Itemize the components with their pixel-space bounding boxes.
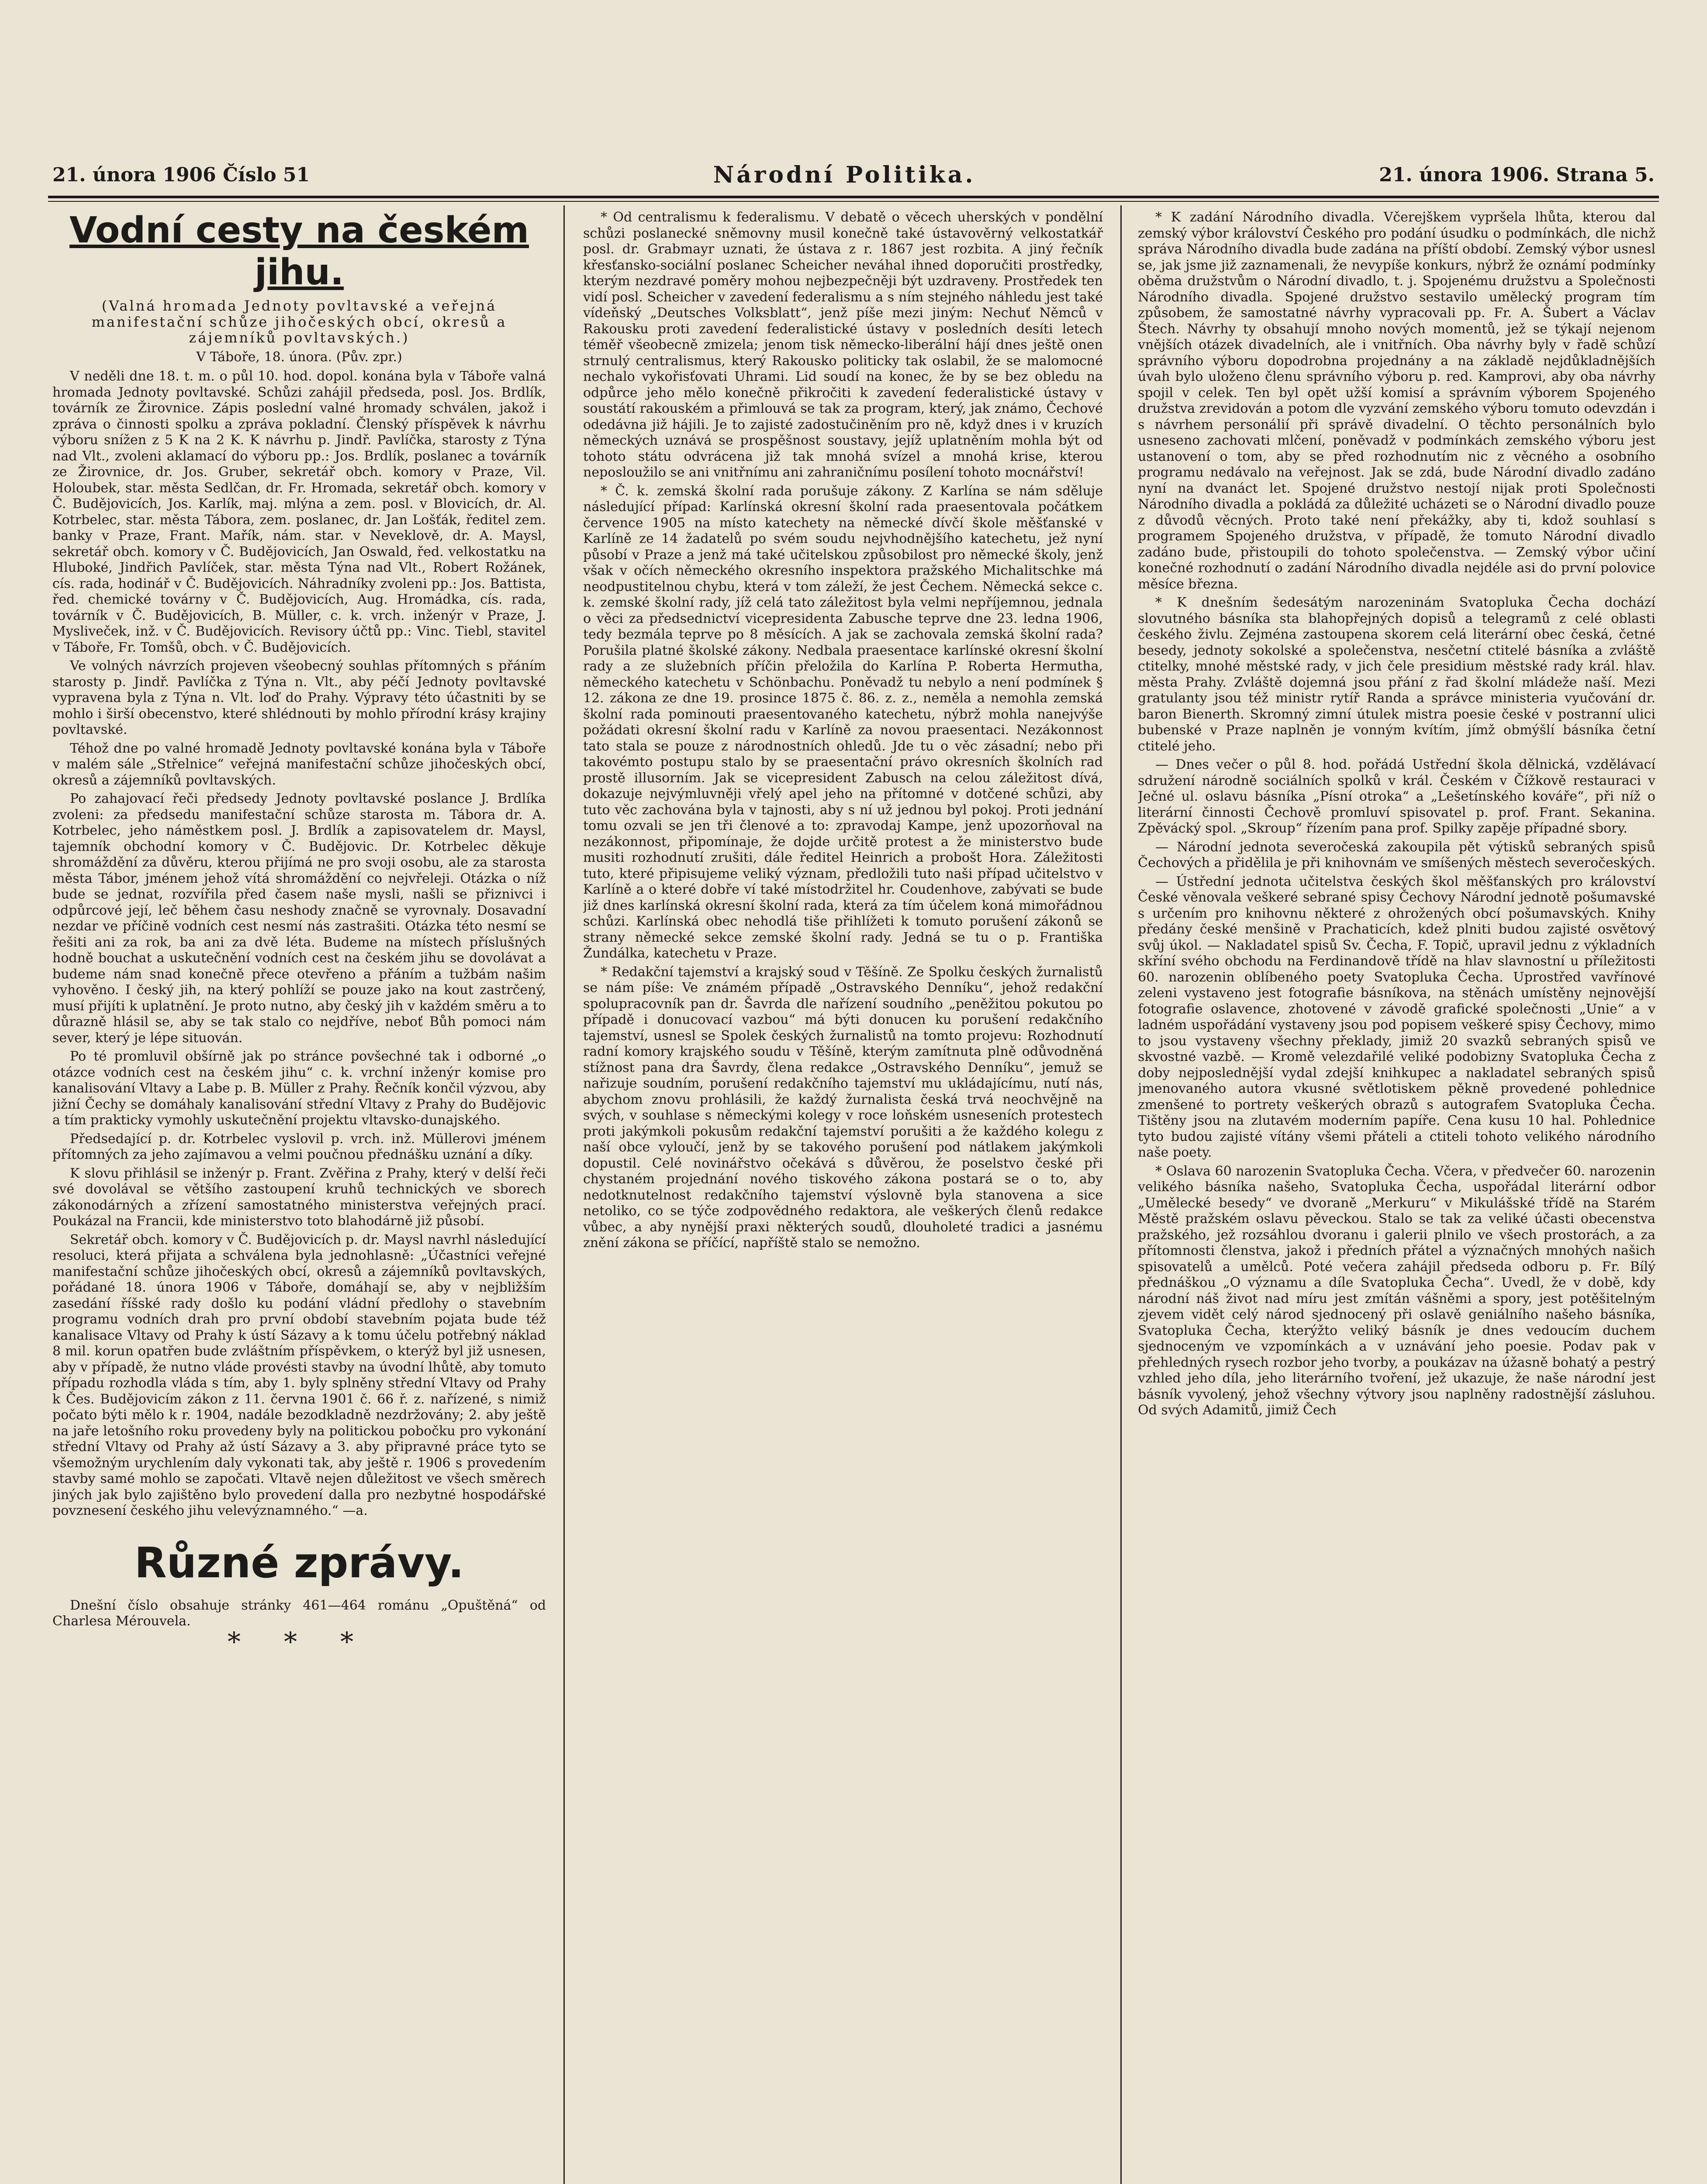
column-3: [1138, 210, 1655, 2184]
column-1: [52, 210, 546, 2184]
section-note: Dnešní číslo obsahuje stránky 461—464 románu „Opuštěná“ od Charlesa Mérouvela.: [52, 1597, 546, 1629]
article-paragraph: Po té promluvil obšírně jak po stránce povšechné tak i odborné „o otázce vodních cest na českém jihu“ c. k. vrchní inženýr komise pro kanalisování Vltavy a Labe p. B. Müller z Prahy. Řečník končil výzvou, aby jižní Čechy se domáhaly kanalisování střední Vltavy z Prahy do Budějovic a tím prakticky vymohly uskutečnění projektu vltavsko-dunajského.: [52, 1049, 546, 1128]
article-paragraph: Ve volných návrzích projeven všeobecný souhlas přítomných s přáním starosty p. Jindř. Pavlíčka z Týna n. Vlt., aby péčí Jednoty povltavské vypravena byla z Týna n. Vlt. loď do Prahy. Výpravy této účastniti by se mohlo i širší obecenstvo, které shlédnouti by mohlo přírodní krásy krajiny povltavské.: [52, 658, 546, 737]
header-rule: [48, 196, 1659, 198]
article-paragraph: K slovu přihlásil se inženýr p. Frant. Zvěřina z Prahy, který v delší řeči své dovolával se většího zastoupení kruhů technických ve sborech zákonodárných a zřízení samostatného ministerstva veřejných prací. Poukázal na Francii, kde ministerstvo toto blahodárně již působí.: [52, 1165, 546, 1229]
news-item: * Oslava 60 narozenin Svatopluka Čecha. Včera, v předvečer 60. narozenin velikého básníka našeho, Svatopluka Čecha, uspořádal literární odbor „Umělecké besedy“ ve dvoraně „Merkuru“ v Mikulášské třídě na Starém Městě pražském oslavu pěveckou. Stalo se tak za veliké účasti obecenstva pražského, jež rozsáhlou dvoranu i galerii plnilo ve všech prostorách, a za přítomnosti členstva, jakož i předních přátel a význačných mnohých našich spisovatelů a umělců. Poté večera zahájil předseda odboru p. Fr. Bílý přednáškou „O významu a díle Svatopluka Čecha“. Uvedl, že v době, kdy národní náš život nad míru jest zmítán vášněmi a spory, jest potěšitelným zjevem vidět celý národ sjednocený při oslavě geniálního našeho básníka, Svatopluka Čecha, kterýžto veliký básník je dnes vedoucím duchem sjednoceným ve vzpomínkách a v uznávání jeho poesie. Podav pak v přehledných rysech rozbor jeho tvorby, a poukázav na úžasně bohatý a pestrý vzhled jeho díla, jeho literárního tvoření, jež ukazuje, že naše národní jest básník vyvolený, jehož všechny výtvory jsou naplněny radostnější zásluhou. Od svých Adamitů, jimiž Čech: [1138, 1163, 1655, 1418]
section-stars: * * *: [227, 1626, 371, 1657]
article-paragraph: Téhož dne po valné hromadě Jednoty povltavské konána byla v Táboře v malém sále „Střelnice“ veřejná manifestační schůze jihočeských obcí, okresů a zájemníků povltavských.: [52, 740, 546, 788]
news-item: * Redakční tajemství a krajský soud v Těšíně. Ze Spolku českých žurnalistů se nám píše: Ve známém případě „Ostravského Denníku“, jehož redakční spolupracovník pan dr. Šavrda dle nařízení soudního „peněžitou pokutou po případě i donucovací vazbou“ má býti donucen ku porušení redakčního tajemství, usnesl se Spolek českých žurnalistů na tomto projevu: Rozhodnutí radní komory krajského soudu v Těšíně, kterým zamítnuta plně odůvodněná stížnost pana dra Šavrdy, člena redakce „Ostravského Denníku“, jemuž se nařizuje soudním, porušení redakčního tajemství mu ukládajícímu, nutí nás, abychom znovu prohlásili, že každý žurnalista česká trvá neochvějně na svých, v souhlase s německými kolegy v roce loňském usneseních protestech proti jakýmkoli pokusům redakční tajemství porušiti a že každého kolegu z naší obce vyloučí, jenž by se takového porušení pod nátlakem jakýmkoli dopustil. Celé novinářstvo očekává s důvěrou, že poselstvo české při chystaném projednání nového tiskového zákona postará se o to, aby nedotknutelnost redakčního tajemství výslovně byla stanovena a sice netoliko, co se týče zodpovědného redaktora, ale veškerých členů redakce vůbec, a aby nynější praxi některých soudů, dlouholeté tradici a jasnému znění zákona se příčící, napříště stalo se nemožno.: [583, 964, 1103, 1251]
section-title: Různé zprávy.: [134, 1538, 464, 1587]
news-item: * Od centralismu k federalismu. V debatě o věcech uherských v pondělní schůzi poslanecké sněmovny musil konečně také ústavověrný velkostatkář posl. dr. Grabmayr uznati, že ústava z r. 1867 jest rozbita. A jiný řečník křesťansko-sociální poslanec Scheicher neváhal ihned doporučiti prostředky, kterým nezdravé poměry mohou nejbezpečněji být uzdraveny. Prostředek ten vidí posl. Scheicher v zavedení federalismu a s ním stejného náhledu jest také vídeňský „Deutsches Volksblatt“, jenž píše mezi jiným: Nechuť Němců v Rakousku proti zavedení federalistické ústavy v posledních desíti letech téměř všeobecně zmizela; jenom tisk německo-liberální hájí dnes ještě onen strnulý centralismus, který Rakousko politicky tak oslabil, že se malomocné nechalo vykořisťovati Uhrami. Lid soudí na konec, že by se bez obledu na odpůrce jeho mělo konečně přikročiti k zavedení federalistické ústavy v soustátí rakouském a přimlouvá se tak za program, který, jak známo, Čechové odedávna již hájili. Je to zajisté zadostučiněním pro ně, když dnes i v kruzích německých uznává se prospěšnost soustavy, jejíž uplatněním mohla být od tohoto státu odvrácena již tak mnohá svízel a mnohá krise, kterou neposloužilo se ani vnitřnímu ani zahraničnímu posílení tohoto mocnářství!: [583, 210, 1103, 480]
article-paragraph: V neděli dne 18. t. m. o půl 10. hod. dopol. konána byla v Táboře valná hromada Jednoty povltavské. Schůzi zahájil předseda, posl. Jos. Brdlík, továrník ze Žirovnice. Zápis poslední valné hromady schválen, jakož i zpráva o činnosti spolku a zpráva pokladní. Členský příspěvek k návrhu výboru snížen z 5 K na 2 K. K návrhu p. Jindř. Pavlíčka, starosty z Týna nad Vlt., zvoleni aklamací do výboru pp.: Jos. Brdlík, poslanec a továrník ze Žirovnice, dr. Jos. Gruber, sekretář obch. komory v Praze, Vil. Holoubek, star. města Sedlčan, dr. Fr. Hromada, sekretář obch. komory v Č. Budějovicích, Jos. Karlík, maj. mlýna a zem. posl. v Blovicích, dr. Al. Kotrbelec, star. města Tábora, zem. poslanec, dr. Jan Lošťák, ředitel zem. banky v Praze, Frant. Mařík, nám. star. v Neveklově, dr. A. Maysl, sekretář obch. komory v Č. Budějovicích, Jan Oswald, řed. velkostatku na Hluboké, Jindřich Pavlíček, star. města Týna nad Vlt., Robert Rožánek, cís. rada, hodinář v Č. Budějovicích. Náhradníky zvoleni pp.: Jos. Battista, řed. chemické továrny v Č. Budějovicích, Aug. Hromádka, cís. rada, továrník v Č. Budějovicích, B. Müller, c. k. vrch. inženýr v Praze, J. Mysliveček, inž. v Č. Budějovicích. Revisory účtů pp.: Vinc. Tiebl, stavitel v Táboře, Fr. Tomšů, obch. v Č. Budějovicích.: [52, 369, 546, 655]
column-divider: [563, 205, 565, 2184]
news-item: — Národní jednota severočeská zakoupila pět výtisků sebraných spisů Čechových a přidělila je při knihovnám ve smíšených městech severočeských.: [1138, 839, 1655, 871]
article-title: Vodní cesty na českém jihu.: [69, 210, 529, 293]
article-paragraph: Předsedající p. dr. Kotrbelec vyslovil p. vrch. inž. Müllerovi jménem přítomných za jeho zajímavou a velmi poučnou přednášku uznání a díky.: [52, 1131, 546, 1162]
header-date-issue: 21. února 1906 Číslo 51: [52, 163, 310, 186]
news-item: — Ústřední jednota učitelstva českých škol měšťanských pro království České věnovala veškeré sebrané spisy Čechovy Národní jednotě pošumavské s určením pro knihovnu některé z ohrožených obcí pošumavských. Knihy předány české menšině v Prachaticích, kdež plniti budou zajisté osvětový svůj úkol. — Nakladatel spisů Sv. Čecha, F. Topič, upravil jednu z výkladních skříní svého obchodu na Ferdinandově třídě na hlav slavnostní u příležitosti 60. narozenin oblíbeného poety Svatopluka Čecha. Uprostřed vavřínové zeleni vystaveno jest fotografie básníkova, na stěnách umístěny nejnovější fotografie oslavence, zhotovené v závodě grafické společnosti „Unie“ a v ladném uspořádání vystaveny jsou pod popisem veškeré spisy Čechovy, mimo to jsou vystaveny všechny překlady, jimiž 20 svazků sebraných spisů ve skvostné vazbě. — Kromě velezdařilé veliké podobizny Svatopluka Čecha z doby nejposlednější vydal zdejší knihkupec a nakladatel sebraných spisů jmenovaného autora vkusné světlotiskem pěkně provedené pohlednice zmenšené to portrety veškerých obrazů s autografem Svatopluka Čecha. Tištěny jsou na zlutavém moderním papíře. Cena kusu 10 hal. Pohlednice tyto budou zajisté vítány všemi přáteli a ctiteli tohoto velikého národního naše poety.: [1138, 874, 1655, 1160]
article-paragraph: Sekretář obch. komory v Č. Budějovicích p. dr. Maysl navrhl následující resoluci, která přijata a schválena byla jednohlasně: „Účastníci veřejné manifestační schůze jihočeských obcí, okresů a zájemníků povltavských, pořádané 18. února 1906 v Táboře, domáhají se, aby v nejbližším zasedání říšské rady došlo ku podání vládní předlohy o stavebním programu vodních drah pro první období stavebním pojata bude též kanalisace Vltavy od Prahy k ústí Sázavy a k tomu účelu potřebný náklad 8 mil. korun opatřen bude zvláštním příspěvkem, o kterýž byl již usnesen, aby v případě, že nutno vláde provésti stavby na úvodní lhůtě, aby tomuto případu rozhodla vláda s tím, aby 1. byly splněny střední Vltavy od Prahy k Čes. Budějovicím zákon z 11. června 1901 č. 66 ř. z. nařízené, s nimiž počato býti mělo k r. 1904, nadále bezodkladně nezdržovány; 2. aby ještě na jaře letošního roku provedeny byly na politickou pobočku pro vykonání střední Vltavy od Prahy až ústí Sázavy a 3. aby připravné práce tyto se všemožným urychlením daly vykonati tak, aby ještě r. 1906 s provedením stavby samé mohlo se započati. Vltavě nejen důležitost ve všech směrech jiných jak bylo zajištěno bylo provedení dalla pro nezbytné hospodářské povznesení českého jihu velevýznamného.“ —a.: [52, 1232, 546, 1518]
article-dateline: V Táboře, 18. února. (Pův. zpr.): [196, 349, 402, 365]
column-2: [583, 210, 1103, 2184]
masthead-title: Národní Politika.: [713, 161, 976, 188]
column-divider: [1120, 205, 1122, 2184]
header-date-page: 21. února 1906. Strana 5.: [1379, 163, 1655, 186]
article-subtitle: (Valná hromada Jednoty povltavské a veřejná manifestační schůze jihočeských obcí, okresů a zájemníků povltavských.): [91, 297, 507, 346]
header-rule-thin: [48, 201, 1659, 202]
news-item: * K dnešním šedesátým narozeninám Svatopluka Čecha dochází slovutného básníka sta blahopřejných dopisů a telegramů z celé oblasti českého živlu. Zejména zastoupena skorem celá literární obec česká, četné besedy, jednoty sokolské a společenstva, nesčetní ctitelé básníka a zvláště ctitelky, mnohé městské rady, v jich čele presidium městské rady král. hlav. města Prahy. Zvláště dojemná jsou přání z řad školní mládeže naší. Mezi gratulanty jsou též ministr rytíř Randa a správce ministeria vyučování dr. baron Bienerth. Skromný zimní útulek mistra poesie české v postranní ulici bubenské v Praze naplněn je vonným kvítím, jímž obmýšlí básníka četní ctitelé jeho.: [1138, 595, 1655, 754]
article-paragraph: Po zahajovací řeči předsedy Jednoty povltavské poslance J. Brdlíka zvoleni: za předsedu manifestační schůze starosta m. Tábora dr. A. Kotrbelec, jeho náměstkem posl. J. Brdlík a zapisovatelem dr. Maysl, tajemník obchodní komory v Č. Budějovic. Dr. Kotrbelec děkuje shromáždění za důvěru, kterou přijímá ne pro svoji osobu, ale za starosta města Tábor, jménem jehož vítá shromáždění co nejvřeleji. Otázka o níž bude se jednat, rozvířila před časem naše mysli, našli se přiznivci i odpůrcové její, leč během času neshody značně se vyrovnaly. Dosavadní nezdar ve příčině vodních cest nesmí nás zastrašiti. Otázka této nesmí se řešiti ani za rok, ba ani za dvě léta. Budeme na místech příslušných hodně bouchat a uskutečnění vodních cest na českém jihu se dovolávat a budeme nám snad konečně přece otevřeno a přáním a tužbám našim vyhověno. I český jih, na který pohlíží se pouze jako na kout zastrčený, musí přijíti k uplatnění. Je proto nutno, aby český jih v každém směru a to důrazně hlásil se, aby se tak stalo co nejdříve, neboť Bůh pomoci nám sever, který je lépe situován.: [52, 791, 546, 1046]
page-header: [52, 157, 1655, 192]
news-item: * Č. k. zemská školní rada porušuje zákony. Z Karlína se nám sděluje následující případ: Karlínská okresní školní rada praesentovala počátkem července 1905 na místo katechety na německé dívčí škole měšťanské v Karlíně ze 14 žadatelů po svém soudu nejvhodnějšího katechetu, jež nyní působí v Praze a jenž má také učitelskou způsobilost pro německé školy, jenž však v očích německého okresního inspektora pražského Michalitschke má neodpustitelnou chybu, která v tom záleží, že jest Čechem. Německá sekce c. k. zemské školní rady, jíž celá tato záležitost byla velmi nepříjemnou, jednala o věci za předsednictví vicepresidenta Zabusche teprve dne 23. ledna 1906, tedy bezmála teprve po 8 měsících. A jak se zachovala zemská školní rada? Porušila platné školské zákony. Nedbala praesentace karlínské okresní školní rady a ze služebních příčin přeložila do Karlína P. Roberta Hermutha, německého katechetu v Schönbachu. Poněvadž tu nebylo a není podmínek § 12. zákona ze dne 19. prosince 1875 č. 86. z. z., neměla a nemohla zemská školní rada pominouti praesentovaného katechetu, nýbrž mohla nanejvýše požádati okresní školní radu v Karlíně za novou praesentaci. Nezákonnost tato stala se pouze z národnostních ohledů. Jde tu o věc zásadní; nebo při takovémto postupu stalo by se praesentační právo okresních školních rad prostě illusorním. Jak se vicepresident Zabusch na celou záležitost dívá, dokazuje nejvýmluvněji vřelý apel jeho na přítomné v dotčené schůzi, aby tuto věc zachována byla v tajnosti, aby s ní už jednou byl pokoj. Proti jednání tomu ozvali se jen tři členové a to: zpravodaj Kampe, jenž upozorňoval na nezákonnost, připomínaje, že dojde určitě protest a že ministerstvo bude musiti rozhodnutí zrušiti, dále ředitel Heinrich a probošt Hora. Záležitosti tuto, které připisujeme veliký význam, předložili tuto naši případ učitelstvo v Karlíně a o které dobře ví také místodržitel hr. Coudenhove, zabývati se bude již dnes karlínská okresní školní rada, která za tím účelem koná mimořádnou schůzi. Karlínská obec nehodlá tiše přihlížeti k tomuto porušení zákonů se strany německé sekce zemské školní rady. Jedná se tu o p. Františka Žundálka, katechetu v Praze.: [583, 483, 1103, 961]
news-item: — Dnes večer o půl 8. hod. pořádá Ustřední škola dělnická, vzdělávací sdružení národně sociálních spolků v král. Českém v Čížkově restauraci v Ječné ul. oslavu básníka „Písní otroka“ a „Lešetínského kováře“, při níž o literární činnosti Čechově promluví spisovatel p. prof. Frant. Sekanina. Zpěvácký spol. „Skroup“ řízením pana prof. Spilky zapěje případné sbory.: [1138, 757, 1655, 836]
news-item: * K zadání Národního divadla. Včerejškem vypršela lhůta, kterou dal zemský výbor království Českého pro podání úsudku o podmínkách, dle nichž správa Národního divadla bude zadána na příští období. Zemský výbor usnesl se, jak jsme již zaznamenali, že nevypíše konkurs, nýbrž že oznámí podmínky oběma družstvům o Národní divadlo, t. j. Spojenému družstvu a Společnosti Národního divadla. Spojené družstvo sestavilo umělecký program tím způsobem, že samostatné návrhy vypracovali pp. Fr. A. Šubert a Václav Štech. Návrhy ty obsahují mnoho nových momentů, jež se týkají nejenom vnějších otázek divadelních, ale i vnitřních. Oba návrhy byly v řadě schůzí správního výboru dopodrobna projednány a na základě nejdůkladnějších úvah bylo uloženo členu správního výboru p. red. Kamprovi, aby oba návrhy spojil v celek. Ten byl opět užší komisí a správním výborem Spojeného družstva zrevidován a potom dle vyzvání zemského výboru tomuto odevzdán i s návrhem personálií při správě divadelní. O těchto personálních bylo usneseno zachovati mlčení, poněvadž v podmínkách zemského výboru jest ustanovení o tom, aby se před rozhodnutím nic z věcného a osobního programu nedávalo na veřejnost. Jak se zdá, bude Národní divadlo zadáno nyní na dvanáct let. Spojené družstvo nestojí nijak proti Společnosti Národního divadla a pokládá za důležité ucházeti se o Národní divadlo pouze z důvodů věcných. Proto také není překážky, aby ti, kdož souhlasí s programem Spojeného družstva, v případě, že tomuto Národní divadlo zadáno bude, přistoupili do tohoto společenstva. — Zemský výbor učiní konečné rozhodnutí o zadání Národního divadla nejdéle asi do první polovice měsíce března.: [1138, 210, 1655, 592]
